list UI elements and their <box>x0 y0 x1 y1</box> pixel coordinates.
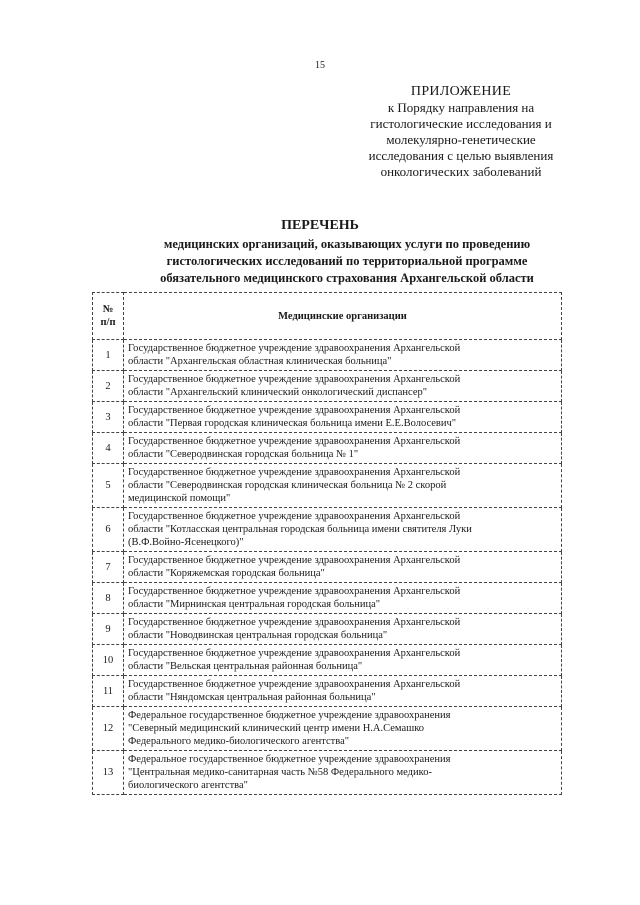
organization-name-line: области "Мирнинская центральная городская больница" <box>128 599 381 610</box>
table-row <box>93 645 562 676</box>
header-num: № п/п <box>93 293 124 340</box>
organization-name-line: области "Северодвинская городская клиническая больница № 2 скорой <box>128 480 447 491</box>
table-row <box>93 433 562 464</box>
table-row <box>93 508 562 552</box>
row-number: 3 <box>93 402 124 433</box>
organization-name <box>124 552 562 583</box>
organization-name-line: Государственное бюджетное учреждение здравоохранения Архангельской <box>128 555 461 566</box>
organization-name-line: области "Архангельский клинический онкологический диспансер" <box>128 387 428 398</box>
organization-name <box>124 645 562 676</box>
organization-name-line: области "Котласская центральная городская больница имени святителя Луки <box>128 524 472 535</box>
table-row <box>93 707 562 751</box>
table-row <box>93 464 562 508</box>
appendix-line: онкологических заболеваний <box>380 164 542 179</box>
organization-name-line: Государственное бюджетное учреждение здравоохранения Архангельской <box>128 436 461 447</box>
organization-name-line: "Центральная медико-санитарная часть №58 Федерального медико- <box>128 767 432 778</box>
row-number: 1 <box>93 340 124 371</box>
subtitle-line: медицинских организаций, оказывающих услуги по проведению <box>163 237 531 251</box>
appendix-line: к Порядку направления на <box>387 100 535 115</box>
table-row <box>93 552 562 583</box>
page-number: 15 <box>315 60 325 71</box>
appendix-block <box>330 84 592 180</box>
table-row <box>93 583 562 614</box>
organization-name-line: Федеральное государственное бюджетное учреждение здравоохранения <box>128 710 451 721</box>
row-number: 11 <box>93 676 124 707</box>
row-number: 5 <box>93 464 124 508</box>
organization-name <box>124 402 562 433</box>
organization-name-line: Государственное бюджетное учреждение здравоохранения Архангельской <box>128 586 461 597</box>
organizations-table <box>92 292 562 795</box>
organization-name-line: Государственное бюджетное учреждение здравоохранения Архангельской <box>128 343 461 354</box>
subtitle-line: гистологических исследований по территориальной программе <box>166 254 528 268</box>
organization-name-line: области "Северодвинская городская больница № 1" <box>128 449 359 460</box>
organization-name <box>124 707 562 751</box>
organization-name-line: "Северный медицинский клинический центр имени Н.А.Семашко <box>128 723 425 734</box>
organization-name <box>124 583 562 614</box>
row-number: 9 <box>93 614 124 645</box>
organization-name-line: медицинской помощи" <box>128 493 231 504</box>
table-row <box>93 340 562 371</box>
row-number: 2 <box>93 371 124 402</box>
organization-name <box>124 751 562 795</box>
list-subtitle <box>112 236 582 287</box>
organization-name <box>124 371 562 402</box>
table-row <box>93 676 562 707</box>
row-number: 6 <box>93 508 124 552</box>
list-title: ПЕРЕЧЕНЬ <box>281 218 359 233</box>
organization-name-line: биологического агентства" <box>128 780 248 791</box>
table-row <box>93 614 562 645</box>
organization-name-line: Государственное бюджетное учреждение здравоохранения Архангельской <box>128 405 461 416</box>
organization-name-line: (В.Ф.Войно-Ясенецкого)" <box>128 537 244 548</box>
organization-name <box>124 508 562 552</box>
table-body <box>93 340 562 795</box>
table-row <box>93 371 562 402</box>
organization-name-line: области "Архангельская областная клиническая больница" <box>128 356 392 367</box>
table-row <box>93 402 562 433</box>
appendix-line: гистологические исследования и <box>370 116 552 131</box>
organization-name-line: Государственное бюджетное учреждение здравоохранения Архангельской <box>128 467 461 478</box>
table-row <box>93 751 562 795</box>
organization-name-line: Государственное бюджетное учреждение здравоохранения Архангельской <box>128 679 461 690</box>
organization-name <box>124 464 562 508</box>
organization-name <box>124 340 562 371</box>
organization-name-line: Федеральное государственное бюджетное учреждение здравоохранения <box>128 754 451 765</box>
row-number: 10 <box>93 645 124 676</box>
organization-name-line: области "Коряжемская городская больница" <box>128 568 325 579</box>
organization-name-line: Государственное бюджетное учреждение здравоохранения Архангельской <box>128 648 461 659</box>
appendix-title: ПРИЛОЖЕНИЕ <box>410 84 512 99</box>
appendix-line: молекулярно-генетические <box>386 132 536 147</box>
organization-name-line: области "Вельская центральная районная больница" <box>128 661 363 672</box>
appendix-line: исследования с целью выявления <box>368 148 554 163</box>
table-header-row <box>93 293 562 340</box>
row-number: 7 <box>93 552 124 583</box>
organization-name <box>124 433 562 464</box>
header-name: Медицинские организации <box>124 293 562 340</box>
organization-name-line: Государственное бюджетное учреждение здравоохранения Архангельской <box>128 617 461 628</box>
row-number: 13 <box>93 751 124 795</box>
organization-name-line: области "Няндомская центральная районная больница" <box>128 692 376 703</box>
row-number: 12 <box>93 707 124 751</box>
organization-name-line: Государственное бюджетное учреждение здравоохранения Архангельской <box>128 374 461 385</box>
row-number: 8 <box>93 583 124 614</box>
organization-name <box>124 614 562 645</box>
organization-name-line: Федерального медико-биологического агентства" <box>128 736 350 747</box>
organization-name <box>124 676 562 707</box>
subtitle-line: обязательного медицинского страхования Архангельской области <box>160 271 534 285</box>
row-number: 4 <box>93 433 124 464</box>
organization-name-line: Государственное бюджетное учреждение здравоохранения Архангельской <box>128 511 461 522</box>
organization-name-line: области "Первая городская клиническая больница имени Е.Е.Волосевич" <box>128 418 457 429</box>
organization-name-line: области "Новодвинская центральная городская больница" <box>128 630 388 641</box>
